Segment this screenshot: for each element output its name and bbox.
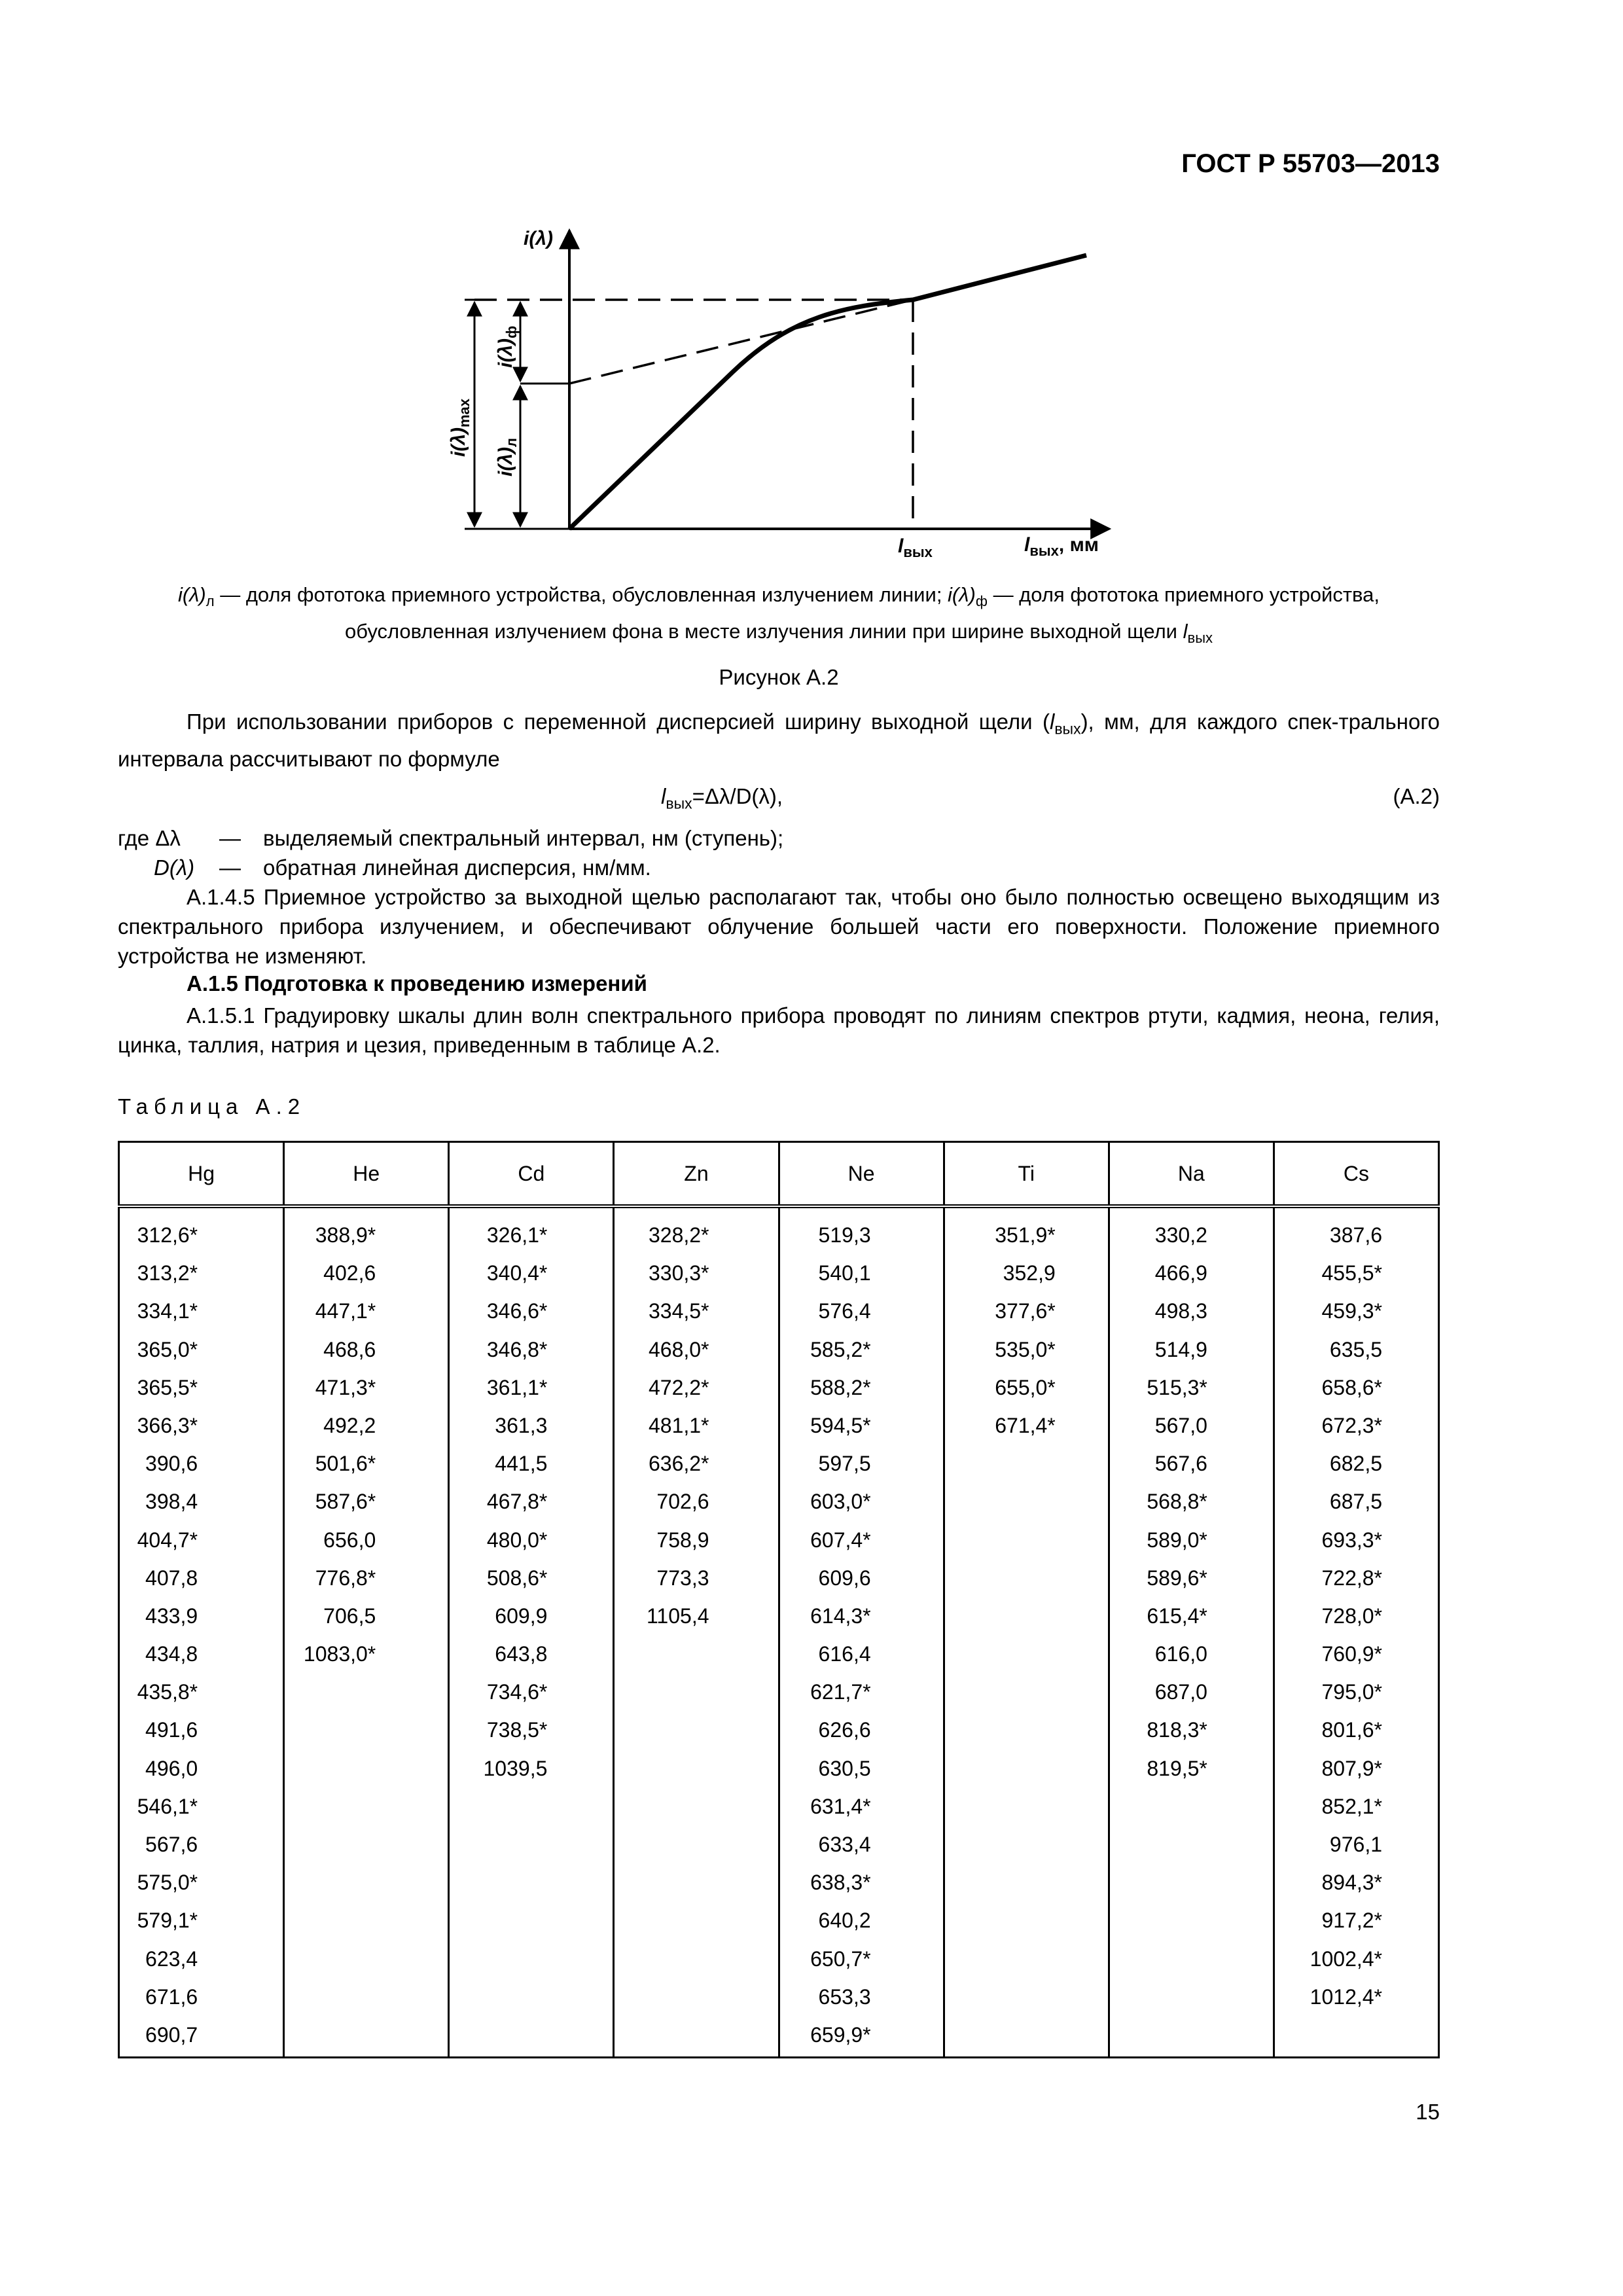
- table-cell: 576,4: [818, 1299, 871, 1323]
- table-cell: 498,3: [1154, 1299, 1207, 1323]
- table-cell: 567,0: [1154, 1413, 1207, 1437]
- where-row-1: где Δλ — выделяемый спектральный интервал, нм (ступень);: [118, 826, 784, 850]
- table-cell: 481,1*: [648, 1413, 709, 1437]
- figure-caption: Рисунок А.2: [719, 665, 839, 689]
- table-cell: 631,4*: [810, 1794, 871, 1818]
- table-cell: 471,3*: [315, 1375, 376, 1399]
- column-values: [614, 1206, 779, 2058]
- column-header: Ne: [779, 1142, 944, 1207]
- table-header-row: [119, 1142, 1439, 1207]
- y-axis-label: i(λ): [524, 228, 553, 249]
- table-cell: 659,9*: [810, 2022, 871, 2047]
- table-cell: 387,6: [1329, 1223, 1382, 1247]
- column-values: [1109, 1206, 1274, 2058]
- table-cell: 472,2*: [648, 1375, 709, 1399]
- table-cell: 585,2*: [810, 1337, 871, 1361]
- section-title-a-1-5: А.1.5 Подготовка к проведению измерений: [187, 971, 647, 996]
- table-cell: 588,2*: [810, 1375, 871, 1399]
- table-cell: 501,6*: [315, 1452, 376, 1476]
- table-cell: 390,6: [145, 1452, 198, 1476]
- table-cell: 702,6: [656, 1490, 709, 1514]
- table-cell: 455,5*: [1321, 1261, 1382, 1285]
- table-cell: 435,8*: [137, 1680, 198, 1704]
- table-cell: 567,6: [145, 1833, 198, 1856]
- table-cell: 480,0*: [486, 1528, 548, 1552]
- table-cell: 496,0: [145, 1756, 198, 1780]
- table-cell: 388,9*: [315, 1223, 376, 1247]
- table-cell: 589,6*: [1147, 1566, 1207, 1590]
- table-cell: 491,6: [145, 1718, 198, 1742]
- table-cell: 365,0*: [137, 1337, 198, 1361]
- table-cell: 434,8: [145, 1642, 198, 1666]
- table-cell: 361,1*: [486, 1375, 548, 1399]
- label-background: $i(\lambda)_ф$: [495, 325, 520, 368]
- table-cell: 366,3*: [137, 1413, 198, 1437]
- table-cell: 433,9: [145, 1604, 198, 1628]
- table-cell: 1039,5: [483, 1756, 548, 1780]
- table-cell: 1105,4: [647, 1604, 709, 1628]
- column-header: Hg: [119, 1142, 284, 1207]
- table-cell: 334,5*: [648, 1299, 709, 1323]
- table-cell: 597,5: [818, 1452, 871, 1476]
- table-cell: 607,4*: [810, 1528, 871, 1552]
- x-axis-label: $l_{вых}$, мм: [1024, 534, 1099, 559]
- table-cell: 508,6*: [486, 1566, 548, 1590]
- table-cell: 706,5: [323, 1604, 376, 1628]
- table-cell: 351,9*: [995, 1223, 1056, 1247]
- table-cell: 643,8: [495, 1642, 548, 1666]
- table-cell: 658,6*: [1321, 1375, 1382, 1399]
- paragraph-variable-dispersion: При использовании приборов с переменной дисперсией ширину выходной щели $(l_{вых})$, мм, для каждого спек-трального интервала рассчитывают по формуле: [118, 709, 1440, 771]
- column-values: [944, 1206, 1109, 2058]
- table-cell: 467,8*: [486, 1490, 548, 1514]
- table-cell: 326,1*: [486, 1223, 548, 1247]
- column-header: Na: [1109, 1142, 1274, 1207]
- table-cell: 616,4: [818, 1642, 871, 1666]
- table-cell: 687,0: [1154, 1680, 1207, 1704]
- table-cell: 1012,4*: [1310, 1984, 1382, 2009]
- table-cell: 760,9*: [1321, 1642, 1382, 1666]
- table-caption: Таблица А.2: [118, 1094, 306, 1119]
- table-cell: 773,3: [656, 1566, 709, 1590]
- table-cell: 404,7*: [137, 1528, 198, 1552]
- table-cell: 398,4: [145, 1490, 198, 1514]
- paragraph-a-1-4-5: А.1.4.5 Приемное устройство за выходной щелью располагают так, чтобы оно было полностью освещено выходящим из спектрального прибора излучением, и обеспечивают облучение большей части его поверхности. Положение приемного устройства не изменяют.: [118, 885, 1440, 968]
- column-header: Zn: [614, 1142, 779, 1207]
- table-cell: 722,8*: [1321, 1566, 1382, 1590]
- table-cell: 614,3*: [810, 1604, 871, 1628]
- label-max: $i(\lambda)_{max}$: [448, 398, 473, 457]
- table-cell: 546,1*: [137, 1794, 198, 1818]
- table-cell: 650,7*: [810, 1946, 871, 1971]
- table-cell: 630,5: [818, 1756, 871, 1780]
- figure-legend: $i(\lambda)_л$ — доля фототока приемного устройства, обусловленная излучением линии; $i(\lambda)_ф$ — доля фототока приемного устройства, обусловленная излучением фона в месте излучения линии при ширине выходной щели $l_{вых}$: [177, 583, 1380, 647]
- table-cell: 621,7*: [810, 1680, 871, 1704]
- table-cell: 441,5: [495, 1452, 548, 1476]
- table-cell: 519,3: [818, 1223, 871, 1247]
- table-cell: 672,3*: [1321, 1413, 1382, 1437]
- table-cell: 330,2: [1154, 1223, 1207, 1247]
- table-cell: 313,2*: [137, 1261, 198, 1285]
- table-cell: 671,6: [145, 1984, 198, 2009]
- table-cell: 638,3*: [810, 1871, 871, 1895]
- table-cell: 807,9*: [1321, 1756, 1382, 1780]
- table-cell: 568,8*: [1147, 1490, 1207, 1514]
- document-code: ГОСТ Р 55703—2013: [1181, 149, 1440, 178]
- table-cell: 346,8*: [486, 1337, 548, 1361]
- table-cell: 328,2*: [648, 1223, 709, 1247]
- table-cell: 407,8: [145, 1566, 198, 1590]
- figure-graph: [425, 216, 1145, 569]
- table-cell: 514,9: [1154, 1337, 1207, 1361]
- paragraph-a-1-5-1: А.1.5.1 Градуировку шкалы длин волн спектрального прибора проводят по линиям спектров ртути, кадмия, неона, гелия, цинка, таллия, натрия и цезия, приведенным в таблице А.2.: [118, 1003, 1440, 1057]
- table-cell: 615,4*: [1147, 1604, 1207, 1628]
- table-cell: 976,1: [1329, 1833, 1382, 1856]
- table-cell: 819,5*: [1147, 1756, 1207, 1780]
- table-cell: 653,3: [818, 1984, 871, 2009]
- column-values: [449, 1206, 614, 2058]
- column-header: Ti: [944, 1142, 1109, 1207]
- column-header: He: [284, 1142, 449, 1207]
- table-cell: 635,5: [1329, 1337, 1382, 1361]
- table-cell: 346,6*: [486, 1299, 548, 1323]
- table-cell: 492,2: [323, 1413, 376, 1437]
- table-cell: 795,0*: [1321, 1680, 1382, 1704]
- table-cell: 466,9: [1154, 1261, 1207, 1285]
- page-number: 15: [1416, 2100, 1440, 2124]
- table-cell: 609,9: [495, 1604, 548, 1628]
- table-cell: 655,0*: [995, 1375, 1056, 1399]
- table-cell: 594,5*: [810, 1413, 871, 1437]
- figure-a2: [425, 216, 1145, 569]
- table-cell: 656,0: [323, 1528, 376, 1552]
- column-header: Cd: [449, 1142, 614, 1207]
- table-cell: 361,3: [495, 1413, 548, 1437]
- table-cell: 515,3*: [1147, 1375, 1207, 1399]
- table-cell: 312,6*: [137, 1223, 198, 1247]
- table-cell: 616,0: [1154, 1642, 1207, 1666]
- table-cell: 340,4*: [486, 1261, 548, 1285]
- table-cell: 728,0*: [1321, 1604, 1382, 1628]
- formula-a2: $l_{вых}=\Delta\lambda/D(\lambda)$, (А.2): [661, 784, 1440, 812]
- table-cell: 459,3*: [1321, 1299, 1382, 1323]
- column-header: Cs: [1274, 1142, 1438, 1207]
- table-cell: 540,1: [818, 1261, 871, 1285]
- table-cell: 917,2*: [1321, 1909, 1382, 1933]
- table-cell: 330,3*: [648, 1261, 709, 1285]
- table-cell: 693,3*: [1321, 1528, 1382, 1552]
- table-cell: 609,6: [818, 1566, 871, 1590]
- table-cell: 758,9: [656, 1528, 709, 1552]
- table-cell: 365,5*: [137, 1375, 198, 1399]
- table-cell: 377,6*: [995, 1299, 1056, 1323]
- table-cell: 852,1*: [1321, 1794, 1382, 1818]
- x-tick-label: $l_{вых}$: [898, 535, 933, 560]
- table-cell: 623,4: [145, 1946, 198, 1971]
- table-cell: 352,9: [1003, 1261, 1056, 1285]
- table-cell: 626,6: [818, 1718, 871, 1742]
- formula-number: (А.2): [1393, 784, 1440, 808]
- table-cell: 640,2: [818, 1909, 871, 1933]
- table-cell: 682,5: [1329, 1452, 1382, 1476]
- table-cell: 587,6*: [315, 1490, 376, 1514]
- label-line: $i(\lambda)_л$: [495, 438, 520, 476]
- table-cell: 447,1*: [315, 1299, 376, 1323]
- table-cell: 776,8*: [315, 1566, 376, 1590]
- background-dashed-line: [569, 300, 913, 384]
- table-cell: 1002,4*: [1310, 1946, 1382, 1971]
- table-cell: 468,0*: [648, 1337, 709, 1361]
- table-body-row: [119, 1206, 1439, 2058]
- table-cell: 690,7: [145, 2022, 198, 2047]
- table-cell: 734,6*: [486, 1680, 548, 1704]
- table-cell: 687,5: [1329, 1490, 1382, 1514]
- table-cell: 603,0*: [810, 1490, 871, 1514]
- column-values: [119, 1206, 284, 2058]
- table-cell: 671,4*: [995, 1413, 1056, 1437]
- table-cell: 468,6: [323, 1337, 376, 1361]
- where-row-2: D(λ) — обратная линейная дисперсия, нм/мм.: [154, 855, 651, 880]
- column-values: [284, 1206, 449, 2058]
- photocurrent-curve: [569, 255, 1086, 529]
- table-cell: 589,0*: [1147, 1528, 1207, 1552]
- table-cell: 633,4: [818, 1833, 871, 1856]
- table-cell: 636,2*: [648, 1452, 709, 1476]
- table-cell: 801,6*: [1321, 1718, 1382, 1742]
- table-cell: 535,0*: [995, 1337, 1056, 1361]
- column-values: [779, 1206, 944, 2058]
- table-cell: 567,6: [1154, 1452, 1207, 1476]
- table-cell: 1083,0*: [303, 1642, 376, 1666]
- table-cell: 334,1*: [137, 1299, 198, 1323]
- table-cell: 579,1*: [137, 1909, 198, 1933]
- column-values: [1274, 1206, 1438, 2058]
- table-cell: 575,0*: [137, 1871, 198, 1895]
- table-cell: 894,3*: [1321, 1871, 1382, 1895]
- table-cell: 738,5*: [486, 1718, 548, 1742]
- table-cell: 818,3*: [1147, 1718, 1207, 1742]
- spectral-lines-table: [118, 1141, 1440, 2058]
- table-cell: 402,6: [323, 1261, 376, 1285]
